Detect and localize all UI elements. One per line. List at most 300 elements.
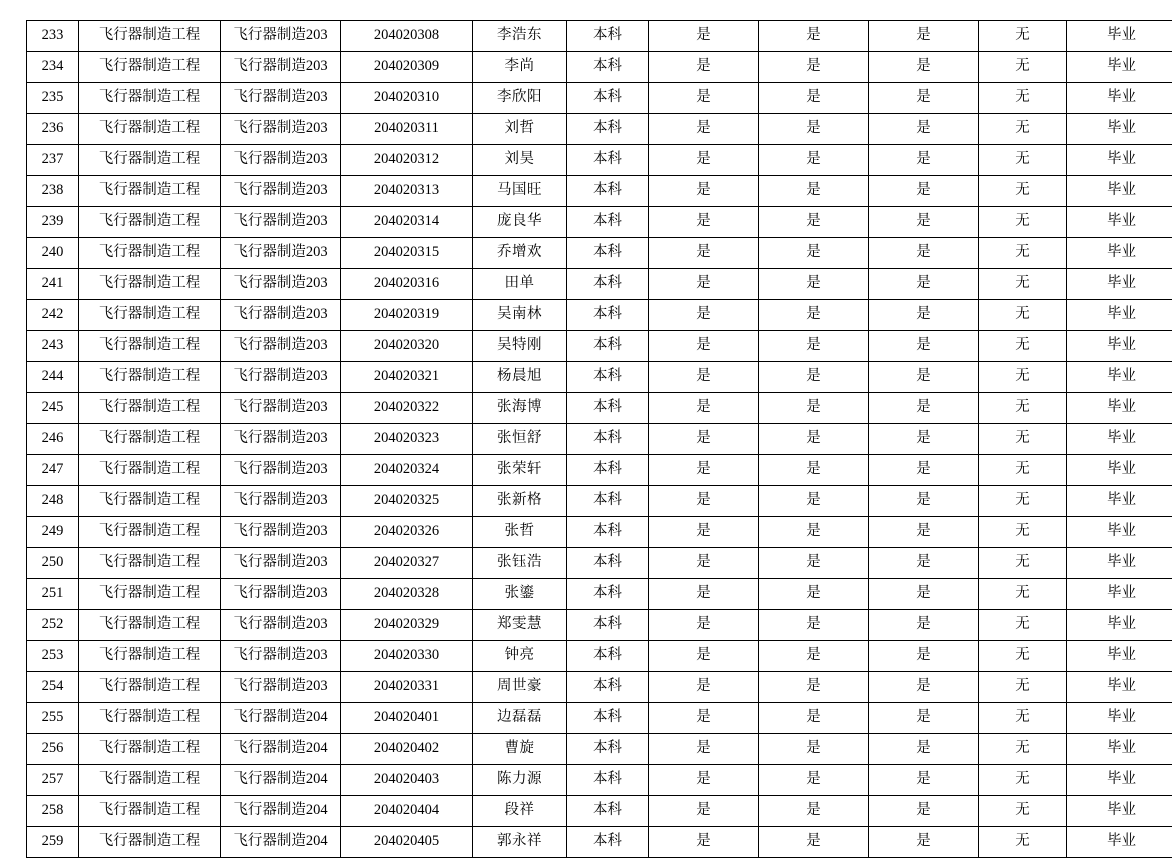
row-class-cell: 飞行器制造203 [221,672,341,703]
table-row [27,300,1172,331]
row-class-cell: 飞行器制造203 [221,362,341,393]
row-degree-cell: 本科 [567,796,649,827]
row-english-passed-cell: 是 [869,331,979,362]
table-row [27,331,1172,362]
row-english-passed-cell: 是 [869,455,979,486]
row-failed-course-cell: 无 [979,21,1067,52]
row-name-cell: 段祥 [473,796,567,827]
row-index-cell: 240 [27,238,79,269]
row-english-passed-cell: 是 [869,424,979,455]
row-class-cell: 飞行器制造203 [221,455,341,486]
row-major-cell: 飞行器制造工程 [79,207,221,238]
row-major-cell: 飞行器制造工程 [79,424,221,455]
row-failed-course-cell: 无 [979,455,1067,486]
row-fitness-passed-cell: 是 [759,269,869,300]
row-class-cell: 飞行器制造203 [221,393,341,424]
row-english-passed-cell: 是 [869,52,979,83]
row-fitness-passed-cell: 是 [759,610,869,641]
row-student-id-cell: 204020405 [341,827,473,858]
row-major-cell: 飞行器制造工程 [79,176,221,207]
row-plan-completed-cell: 是 [649,765,759,796]
row-english-passed-cell: 是 [869,672,979,703]
row-major-cell: 飞行器制造工程 [79,331,221,362]
row-failed-course-cell: 无 [979,52,1067,83]
row-degree-cell: 本科 [567,610,649,641]
row-name-cell: 庞良华 [473,207,567,238]
row-plan-completed-cell: 是 [649,641,759,672]
row-english-passed-cell: 是 [869,362,979,393]
row-plan-completed-cell: 是 [649,610,759,641]
row-fitness-passed-cell: 是 [759,114,869,145]
row-name-cell: 刘昊 [473,145,567,176]
row-index-cell: 253 [27,641,79,672]
row-fitness-passed-cell: 是 [759,176,869,207]
row-english-passed-cell: 是 [869,176,979,207]
row-fitness-passed-cell: 是 [759,455,869,486]
row-plan-completed-cell: 是 [649,548,759,579]
row-graduation-status-cell: 毕业 [1067,21,1172,52]
row-english-passed-cell: 是 [869,765,979,796]
row-failed-course-cell: 无 [979,703,1067,734]
row-failed-course-cell: 无 [979,238,1067,269]
row-student-id-cell: 204020311 [341,114,473,145]
row-name-cell: 吴特刚 [473,331,567,362]
row-degree-cell: 本科 [567,455,649,486]
row-plan-completed-cell: 是 [649,362,759,393]
row-class-cell: 飞行器制造203 [221,641,341,672]
row-class-cell: 飞行器制造203 [221,424,341,455]
row-major-cell: 飞行器制造工程 [79,362,221,393]
row-major-cell: 飞行器制造工程 [79,455,221,486]
row-graduation-status-cell: 毕业 [1067,486,1172,517]
row-index-cell: 250 [27,548,79,579]
row-name-cell: 李尚 [473,52,567,83]
row-class-cell: 飞行器制造203 [221,52,341,83]
row-fitness-passed-cell: 是 [759,548,869,579]
row-failed-course-cell: 无 [979,827,1067,858]
row-fitness-passed-cell: 是 [759,796,869,827]
row-major-cell: 飞行器制造工程 [79,672,221,703]
row-plan-completed-cell: 是 [649,300,759,331]
row-graduation-status-cell: 毕业 [1067,672,1172,703]
row-english-passed-cell: 是 [869,83,979,114]
row-degree-cell: 本科 [567,827,649,858]
row-major-cell: 飞行器制造工程 [79,641,221,672]
row-index-cell: 248 [27,486,79,517]
row-class-cell: 飞行器制造203 [221,548,341,579]
row-major-cell: 飞行器制造工程 [79,796,221,827]
row-english-passed-cell: 是 [869,827,979,858]
row-index-cell: 235 [27,83,79,114]
row-student-id-cell: 204020312 [341,145,473,176]
row-plan-completed-cell: 是 [649,455,759,486]
row-major-cell: 飞行器制造工程 [79,610,221,641]
row-student-id-cell: 204020320 [341,331,473,362]
row-graduation-status-cell: 毕业 [1067,734,1172,765]
row-major-cell: 飞行器制造工程 [79,83,221,114]
row-fitness-passed-cell: 是 [759,145,869,176]
row-failed-course-cell: 无 [979,176,1067,207]
row-index-cell: 242 [27,300,79,331]
row-name-cell: 吴南林 [473,300,567,331]
row-class-cell: 飞行器制造203 [221,579,341,610]
row-failed-course-cell: 无 [979,362,1067,393]
row-class-cell: 飞行器制造203 [221,300,341,331]
row-student-id-cell: 204020401 [341,703,473,734]
row-failed-course-cell: 无 [979,486,1067,517]
row-graduation-status-cell: 毕业 [1067,796,1172,827]
row-plan-completed-cell: 是 [649,52,759,83]
row-class-cell: 飞行器制造203 [221,486,341,517]
row-fitness-passed-cell: 是 [759,393,869,424]
row-graduation-status-cell: 毕业 [1067,610,1172,641]
row-fitness-passed-cell: 是 [759,424,869,455]
row-fitness-passed-cell: 是 [759,331,869,362]
row-failed-course-cell: 无 [979,145,1067,176]
row-failed-course-cell: 无 [979,114,1067,145]
row-name-cell: 李欣阳 [473,83,567,114]
row-student-id-cell: 204020308 [341,21,473,52]
row-graduation-status-cell: 毕业 [1067,424,1172,455]
row-plan-completed-cell: 是 [649,393,759,424]
table-row [27,114,1172,145]
row-name-cell: 张荣轩 [473,455,567,486]
row-index-cell: 244 [27,362,79,393]
row-name-cell: 钟亮 [473,641,567,672]
row-major-cell: 飞行器制造工程 [79,114,221,145]
row-plan-completed-cell: 是 [649,238,759,269]
row-major-cell: 飞行器制造工程 [79,579,221,610]
row-index-cell: 256 [27,734,79,765]
row-name-cell: 张恒舒 [473,424,567,455]
row-plan-completed-cell: 是 [649,269,759,300]
row-name-cell: 张哲 [473,517,567,548]
row-fitness-passed-cell: 是 [759,579,869,610]
row-graduation-status-cell: 毕业 [1067,703,1172,734]
row-degree-cell: 本科 [567,52,649,83]
row-plan-completed-cell: 是 [649,827,759,858]
table-row [27,424,1172,455]
row-graduation-status-cell: 毕业 [1067,827,1172,858]
row-plan-completed-cell: 是 [649,672,759,703]
row-index-cell: 241 [27,269,79,300]
row-graduation-status-cell: 毕业 [1067,579,1172,610]
row-class-cell: 飞行器制造204 [221,827,341,858]
row-major-cell: 飞行器制造工程 [79,21,221,52]
row-major-cell: 飞行器制造工程 [79,393,221,424]
row-student-id-cell: 204020310 [341,83,473,114]
table-row [27,703,1172,734]
row-plan-completed-cell: 是 [649,114,759,145]
table-row [27,269,1172,300]
row-degree-cell: 本科 [567,238,649,269]
row-graduation-status-cell: 毕业 [1067,52,1172,83]
row-failed-course-cell: 无 [979,579,1067,610]
row-student-id-cell: 204020402 [341,734,473,765]
row-major-cell: 飞行器制造工程 [79,734,221,765]
row-student-id-cell: 204020328 [341,579,473,610]
row-index-cell: 237 [27,145,79,176]
row-graduation-status-cell: 毕业 [1067,114,1172,145]
row-english-passed-cell: 是 [869,517,979,548]
row-name-cell: 乔增欢 [473,238,567,269]
row-major-cell: 飞行器制造工程 [79,486,221,517]
row-graduation-status-cell: 毕业 [1067,517,1172,548]
row-index-cell: 246 [27,424,79,455]
row-graduation-status-cell: 毕业 [1067,641,1172,672]
row-fitness-passed-cell: 是 [759,207,869,238]
row-major-cell: 飞行器制造工程 [79,765,221,796]
row-plan-completed-cell: 是 [649,734,759,765]
row-graduation-status-cell: 毕业 [1067,331,1172,362]
row-failed-course-cell: 无 [979,269,1067,300]
row-major-cell: 飞行器制造工程 [79,517,221,548]
row-student-id-cell: 204020323 [341,424,473,455]
row-name-cell: 张海博 [473,393,567,424]
row-degree-cell: 本科 [567,207,649,238]
row-degree-cell: 本科 [567,145,649,176]
row-major-cell: 飞行器制造工程 [79,238,221,269]
row-english-passed-cell: 是 [869,734,979,765]
row-index-cell: 251 [27,579,79,610]
row-student-id-cell: 204020330 [341,641,473,672]
row-english-passed-cell: 是 [869,300,979,331]
row-class-cell: 飞行器制造203 [221,331,341,362]
row-english-passed-cell: 是 [869,145,979,176]
row-major-cell: 飞行器制造工程 [79,300,221,331]
table-row [27,641,1172,672]
row-degree-cell: 本科 [567,424,649,455]
row-degree-cell: 本科 [567,269,649,300]
table-row [27,145,1172,176]
row-plan-completed-cell: 是 [649,486,759,517]
row-english-passed-cell: 是 [869,21,979,52]
row-student-id-cell: 204020322 [341,393,473,424]
row-fitness-passed-cell: 是 [759,238,869,269]
row-failed-course-cell: 无 [979,765,1067,796]
table-row [27,765,1172,796]
row-failed-course-cell: 无 [979,548,1067,579]
row-index-cell: 234 [27,52,79,83]
row-plan-completed-cell: 是 [649,796,759,827]
row-failed-course-cell: 无 [979,300,1067,331]
row-degree-cell: 本科 [567,83,649,114]
row-fitness-passed-cell: 是 [759,734,869,765]
row-plan-completed-cell: 是 [649,145,759,176]
table-row [27,176,1172,207]
table-row [27,393,1172,424]
row-major-cell: 飞行器制造工程 [79,827,221,858]
student-roster-table [26,20,1172,858]
table-row [27,207,1172,238]
row-graduation-status-cell: 毕业 [1067,238,1172,269]
row-degree-cell: 本科 [567,641,649,672]
row-graduation-status-cell: 毕业 [1067,455,1172,486]
row-english-passed-cell: 是 [869,486,979,517]
row-index-cell: 245 [27,393,79,424]
row-degree-cell: 本科 [567,300,649,331]
row-plan-completed-cell: 是 [649,21,759,52]
table-row [27,734,1172,765]
row-class-cell: 飞行器制造204 [221,765,341,796]
row-failed-course-cell: 无 [979,207,1067,238]
row-student-id-cell: 204020316 [341,269,473,300]
row-failed-course-cell: 无 [979,796,1067,827]
row-name-cell: 周世豪 [473,672,567,703]
row-class-cell: 飞行器制造203 [221,269,341,300]
row-class-cell: 飞行器制造204 [221,734,341,765]
row-index-cell: 238 [27,176,79,207]
row-plan-completed-cell: 是 [649,176,759,207]
row-class-cell: 飞行器制造203 [221,83,341,114]
row-fitness-passed-cell: 是 [759,672,869,703]
row-class-cell: 飞行器制造203 [221,114,341,145]
row-english-passed-cell: 是 [869,703,979,734]
table-row [27,672,1172,703]
row-plan-completed-cell: 是 [649,207,759,238]
row-fitness-passed-cell: 是 [759,362,869,393]
row-english-passed-cell: 是 [869,579,979,610]
row-english-passed-cell: 是 [869,641,979,672]
table-row [27,579,1172,610]
table-row [27,610,1172,641]
row-failed-course-cell: 无 [979,393,1067,424]
row-name-cell: 曹旋 [473,734,567,765]
row-major-cell: 飞行器制造工程 [79,703,221,734]
row-student-id-cell: 204020403 [341,765,473,796]
table-row [27,52,1172,83]
row-plan-completed-cell: 是 [649,579,759,610]
row-index-cell: 243 [27,331,79,362]
row-fitness-passed-cell: 是 [759,827,869,858]
row-degree-cell: 本科 [567,362,649,393]
row-degree-cell: 本科 [567,548,649,579]
row-class-cell: 飞行器制造203 [221,21,341,52]
row-degree-cell: 本科 [567,517,649,548]
row-index-cell: 257 [27,765,79,796]
row-major-cell: 飞行器制造工程 [79,145,221,176]
row-student-id-cell: 204020321 [341,362,473,393]
row-name-cell: 张新格 [473,486,567,517]
row-student-id-cell: 204020315 [341,238,473,269]
row-english-passed-cell: 是 [869,114,979,145]
row-student-id-cell: 204020327 [341,548,473,579]
row-student-id-cell: 204020331 [341,672,473,703]
row-class-cell: 飞行器制造203 [221,176,341,207]
row-english-passed-cell: 是 [869,269,979,300]
row-name-cell: 郭永祥 [473,827,567,858]
row-degree-cell: 本科 [567,21,649,52]
row-index-cell: 239 [27,207,79,238]
row-failed-course-cell: 无 [979,517,1067,548]
row-name-cell: 刘哲 [473,114,567,145]
row-graduation-status-cell: 毕业 [1067,300,1172,331]
row-degree-cell: 本科 [567,114,649,145]
row-failed-course-cell: 无 [979,610,1067,641]
row-index-cell: 233 [27,21,79,52]
row-fitness-passed-cell: 是 [759,517,869,548]
row-graduation-status-cell: 毕业 [1067,83,1172,114]
row-fitness-passed-cell: 是 [759,300,869,331]
row-english-passed-cell: 是 [869,238,979,269]
row-degree-cell: 本科 [567,703,649,734]
row-name-cell: 张钰浩 [473,548,567,579]
row-graduation-status-cell: 毕业 [1067,393,1172,424]
row-index-cell: 258 [27,796,79,827]
row-student-id-cell: 204020325 [341,486,473,517]
row-name-cell: 杨晨旭 [473,362,567,393]
row-student-id-cell: 204020314 [341,207,473,238]
row-student-id-cell: 204020324 [341,455,473,486]
row-graduation-status-cell: 毕业 [1067,548,1172,579]
row-plan-completed-cell: 是 [649,424,759,455]
row-degree-cell: 本科 [567,176,649,207]
row-class-cell: 飞行器制造203 [221,238,341,269]
row-graduation-status-cell: 毕业 [1067,207,1172,238]
table-row [27,796,1172,827]
row-class-cell: 飞行器制造203 [221,145,341,176]
row-class-cell: 飞行器制造203 [221,517,341,548]
row-graduation-status-cell: 毕业 [1067,362,1172,393]
table-row [27,83,1172,114]
row-degree-cell: 本科 [567,672,649,703]
roster-body [27,21,1172,858]
row-fitness-passed-cell: 是 [759,486,869,517]
row-fitness-passed-cell: 是 [759,83,869,114]
row-failed-course-cell: 无 [979,641,1067,672]
row-fitness-passed-cell: 是 [759,703,869,734]
row-student-id-cell: 204020309 [341,52,473,83]
row-student-id-cell: 204020313 [341,176,473,207]
row-fitness-passed-cell: 是 [759,641,869,672]
row-name-cell: 郑雯慧 [473,610,567,641]
row-name-cell: 边磊磊 [473,703,567,734]
row-fitness-passed-cell: 是 [759,21,869,52]
row-degree-cell: 本科 [567,765,649,796]
row-fitness-passed-cell: 是 [759,52,869,83]
table-row [27,517,1172,548]
row-name-cell: 田单 [473,269,567,300]
table-row [27,362,1172,393]
row-major-cell: 飞行器制造工程 [79,269,221,300]
row-graduation-status-cell: 毕业 [1067,176,1172,207]
row-plan-completed-cell: 是 [649,83,759,114]
row-name-cell: 马国旺 [473,176,567,207]
row-english-passed-cell: 是 [869,207,979,238]
table-row [27,21,1172,52]
row-index-cell: 252 [27,610,79,641]
row-student-id-cell: 204020329 [341,610,473,641]
row-failed-course-cell: 无 [979,424,1067,455]
row-name-cell: 陈力源 [473,765,567,796]
row-english-passed-cell: 是 [869,548,979,579]
row-major-cell: 飞行器制造工程 [79,548,221,579]
table-row [27,455,1172,486]
table-row [27,827,1172,858]
row-graduation-status-cell: 毕业 [1067,765,1172,796]
row-failed-course-cell: 无 [979,672,1067,703]
row-english-passed-cell: 是 [869,610,979,641]
row-failed-course-cell: 无 [979,331,1067,362]
row-plan-completed-cell: 是 [649,517,759,548]
row-major-cell: 飞行器制造工程 [79,52,221,83]
row-degree-cell: 本科 [567,331,649,362]
row-fitness-passed-cell: 是 [759,765,869,796]
table-row [27,486,1172,517]
row-student-id-cell: 204020404 [341,796,473,827]
row-index-cell: 236 [27,114,79,145]
table-row [27,238,1172,269]
